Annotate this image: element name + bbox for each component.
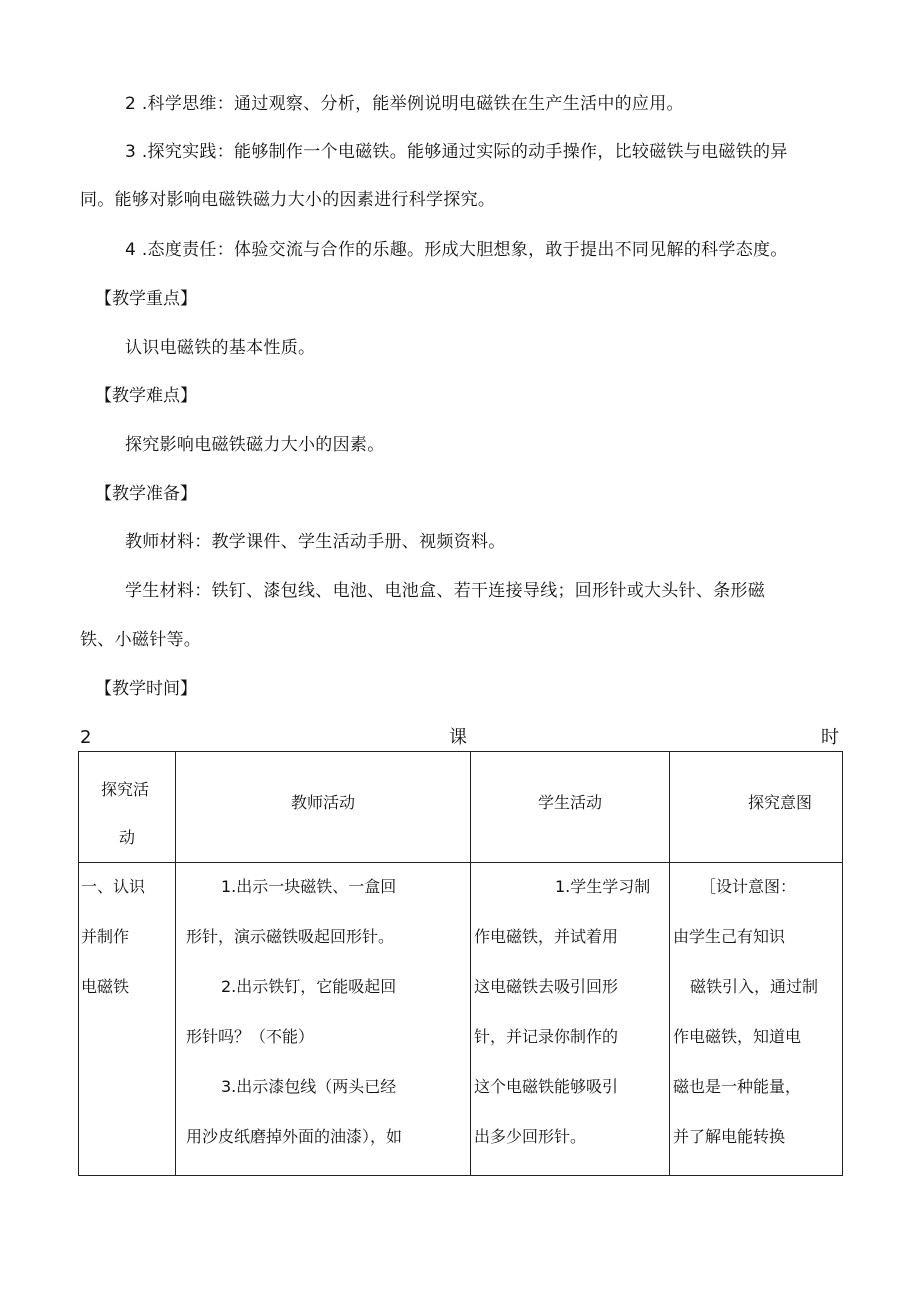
- objective-inquiry-practice-line1: 3 .探究实践：能够制作一个电磁铁。能够通过实际的动手操作，比较磁铁与电磁铁的异: [125, 142, 788, 162]
- student-line: 针，并记录你制作的: [474, 1027, 619, 1046]
- intent-line: 作电磁铁，知道电: [673, 1027, 802, 1046]
- objective-inquiry-practice-line2: 同。能够对影响电磁铁磁力大小的因素进行科学探究。: [80, 190, 496, 210]
- header-student: [471, 752, 670, 863]
- student-materials-line2: 铁、小磁针等。: [80, 630, 202, 650]
- header-student-label: 学生活动: [537, 793, 602, 812]
- intent-line: 磁也是一种能量，: [673, 1077, 802, 1096]
- student-line: 出多少回形针。: [474, 1127, 587, 1146]
- teacher-line: 形针，演示磁铁吸起回形针。: [186, 927, 395, 946]
- lesson-unit-shi: 时: [821, 727, 840, 748]
- key-point-text: 认识电磁铁的基本性质。: [125, 338, 316, 358]
- activity-line: 并制作: [81, 927, 130, 946]
- table-header-row: [79, 752, 843, 863]
- cell-activity: [79, 863, 176, 1176]
- cell-student: [471, 863, 670, 1176]
- cell-intent: [670, 863, 843, 1176]
- activity-line: 一、认识: [81, 877, 146, 896]
- cell-teacher: [176, 863, 471, 1176]
- header-teacher: [176, 752, 471, 863]
- teacher-line: 形针吗？（不能）: [186, 1027, 315, 1046]
- header-activity-line2: 动: [119, 828, 136, 847]
- key-point-heading: 【教学重点】: [95, 289, 197, 309]
- student-line: 这个电磁铁能够吸引: [474, 1077, 619, 1096]
- teacher-line: 3.出示漆包线（两头已经: [221, 1077, 397, 1096]
- time-heading: 【教学时间】: [95, 679, 197, 699]
- intent-line: 并了解电能转换: [673, 1127, 786, 1146]
- activity-line: 电磁铁: [81, 977, 130, 996]
- student-materials-line1: 学生材料：铁钉、漆包线、电池、电池盒、若干连接导线；回形针或大头针、条形磁: [125, 581, 766, 601]
- header-activity-line1: 探究活: [101, 780, 150, 799]
- header-activity: [79, 752, 176, 863]
- table-row: [79, 863, 843, 1176]
- difficulty-heading: 【教学难点】: [95, 386, 197, 406]
- teacher-line: 1.出示一块磁铁、一盒回: [221, 877, 397, 896]
- intent-line: 磁铁引入，通过制: [690, 977, 819, 996]
- objective-science-thinking: 2 .科学思维：通过观察、分析，能举例说明电磁铁在生产生活中的应用。: [125, 94, 684, 114]
- difficulty-text: 探究影响电磁铁磁力大小的因素。: [125, 435, 385, 455]
- student-line: 作电磁铁，并试着用: [474, 927, 619, 946]
- teacher-materials: 教师材料：教学课件、学生活动手册、视频资料。: [125, 532, 506, 552]
- teacher-line: 2.出示铁钉，它能吸起回: [221, 977, 397, 996]
- objective-attitude: 4 .态度责任：体验交流与合作的乐趣。形成大胆想象，敢于提出不同见解的科学态度。: [125, 240, 788, 260]
- lesson-plan-table: [78, 751, 843, 1176]
- intent-line: ［设计意图：: [700, 877, 797, 896]
- student-line: 这电磁铁去吸引回形: [474, 977, 619, 996]
- lesson-count: 2: [80, 727, 92, 748]
- header-teacher-label: 教师活动: [290, 793, 355, 812]
- header-intent-label: 探究意图: [748, 793, 813, 812]
- teacher-line: 用沙皮纸磨掉外面的油漆），如: [186, 1127, 403, 1146]
- header-intent: [670, 752, 843, 863]
- prep-heading: 【教学准备】: [95, 484, 197, 504]
- lesson-unit-ke: 课: [449, 727, 468, 748]
- student-line: 1.学生学习制: [555, 877, 651, 896]
- intent-line: 由学生己有知识: [673, 927, 786, 946]
